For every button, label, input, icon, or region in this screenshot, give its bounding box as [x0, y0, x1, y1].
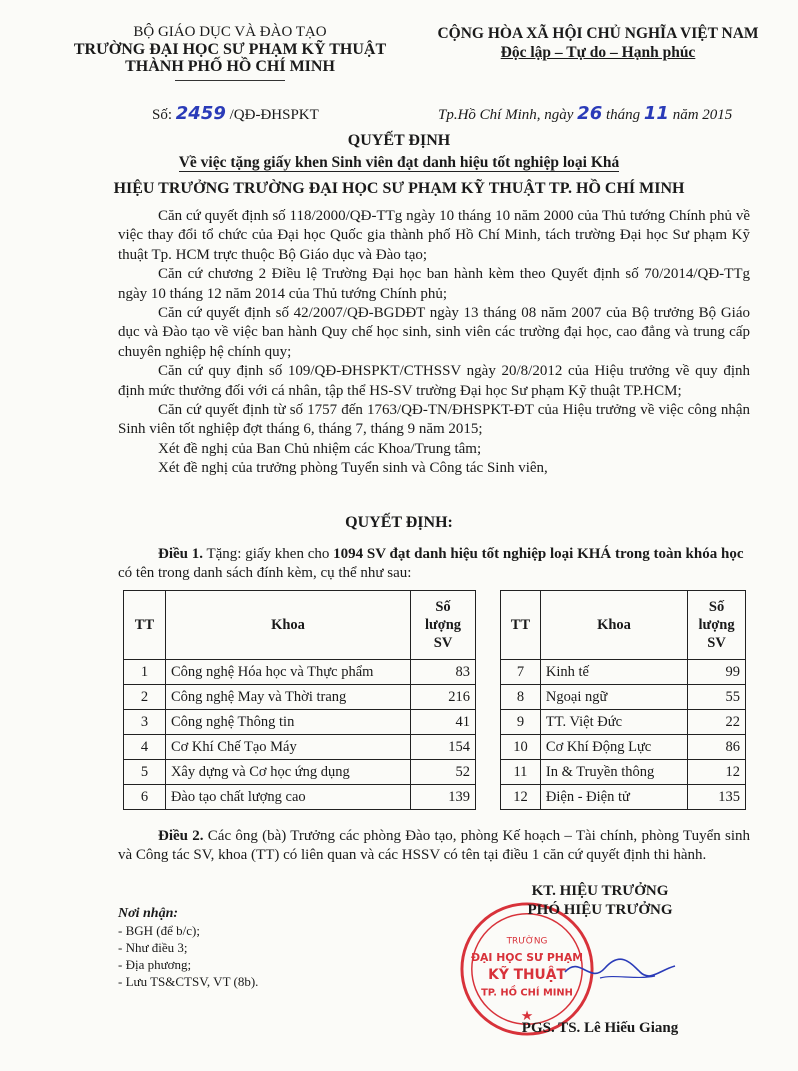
national-header [418, 24, 778, 62]
header-khoa: Khoa [540, 591, 687, 660]
article-1-bold: 1094 SV đạt danh hiệu tốt nghiệp loại KHÁ trong toàn khóa học [333, 546, 744, 562]
issuer-heading: HIỆU TRƯỞNG TRƯỜNG ĐẠI HỌC SƯ PHẠM KỸ THUẬT TP. HỒ CHÍ MINH [113, 180, 685, 197]
recipients-heading: Nơi nhận: [118, 906, 179, 921]
handwritten-signature-icon [560, 950, 680, 990]
article-1-label: Điều 1. [158, 546, 203, 562]
table-row: 7 Kinh tế 99 [501, 660, 746, 685]
issuing-body [60, 24, 400, 75]
article-1 [118, 545, 750, 583]
preamble-item: Xét đề nghị của Ban Chủ nhiệm các Khoa/Trung tâm; [158, 440, 482, 457]
document-number [152, 103, 319, 124]
signature-block [470, 882, 730, 920]
year-label: năm 2015 [672, 107, 733, 123]
document-date [438, 103, 732, 124]
table-row: 8 Ngoại ngữ 55 [501, 685, 746, 710]
decision-heading: QUYẾT ĐỊNH: [345, 514, 453, 531]
article-2 [118, 827, 750, 865]
document-title: QUYẾT ĐỊNH [347, 132, 451, 149]
month-label: tháng [605, 107, 641, 123]
national-motto: Độc lập – Tự do – Hạnh phúc [500, 44, 696, 61]
header-so-luong: Số lượng SV [411, 591, 476, 660]
seal-text: TRƯỜNG [506, 936, 548, 947]
subtitle-text: Về việc tặng giấy khen Sinh viên đạt danh hiệu tốt nghiệp loại Khá [178, 154, 620, 171]
table-row: 6 Đào tạo chất lượng cao 139 [124, 785, 476, 810]
preamble-item: Căn cứ quyết định từ số 1757 đến 1763/QĐ-TN/ĐHSPKT-ĐT của Hiệu trưởng về việc công nhận Sinh viên tốt nghiệp đợt tháng 6, tháng 7, tháng 9 năm 2015; [118, 402, 750, 438]
preamble-item: Căn cứ quyết định số 42/2007/QĐ-BGDĐT ngày 13 tháng 08 năm 2007 của Bộ trưởng Bộ Giáo dục và Đào tạo về việc ban hành Quy chế học sinh, sinh viên các trường đại học, cao đẳng và trung cấp chuyên nghiệp hệ chính quy; [118, 305, 750, 360]
preamble [118, 207, 750, 479]
header-khoa: Khoa [165, 591, 410, 660]
recipient-item: - Lưu TS&CTSV, VT (8b). [118, 974, 259, 989]
signature-line2: PHÓ HIỆU TRƯỞNG [527, 902, 673, 918]
article-1-text-a: Tặng: giấy khen cho [203, 546, 334, 562]
table-header-row [501, 591, 746, 660]
seal-text: TP. HỒ CHÍ MINH [481, 987, 573, 999]
recipients [118, 905, 258, 990]
faculty-table-right [500, 590, 746, 810]
signature-line1: KT. HIỆU TRƯỞNG [531, 883, 669, 899]
table-row: 9 TT. Việt Đức 22 [501, 710, 746, 735]
date-prefix: Tp.Hồ Chí Minh, ngày [438, 107, 574, 123]
recipient-item: - Như điều 3; [118, 940, 188, 955]
handwritten-number: 2459 [175, 103, 226, 124]
table-header-row [124, 591, 476, 660]
table-row: 12 Điện - Điện tử 135 [501, 785, 746, 810]
faculty-table-left [123, 590, 476, 810]
school-name-line2: THÀNH PHỐ HỒ CHÍ MINH [125, 58, 335, 75]
country-name: CỘNG HÒA XÃ HỘI CHỦ NGHĨA VIỆT NAM [437, 25, 759, 42]
preamble-item: Xét đề nghị của trưởng phòng Tuyển sinh và Công tác Sinh viên, [158, 460, 548, 477]
table-row: 10 Cơ Khí Động Lực 86 [501, 735, 746, 760]
document-subtitle [0, 154, 798, 172]
header-so-luong: Số lượng SV [688, 591, 746, 660]
table-row: 11 In & Truyền thông 12 [501, 760, 746, 785]
header-tt: TT [501, 591, 541, 660]
preamble-item: Căn cứ chương 2 Điều lệ Trường Đại học ban hành kèm theo Quyết định số 70/2014/QĐ-TTg ngày 10 tháng 12 năm 2014 của Thủ tướng Chính phủ; [118, 266, 750, 302]
seal-text: ĐẠI HỌC SƯ PHẠM [470, 951, 584, 965]
preamble-item: Căn cứ quyết định số 118/2000/QĐ-TTg ngày 10 tháng 10 năm 2000 của Thủ tướng Chính phủ về việc thay đổi tổ chức của Đại học Quốc gia thành phố Hồ Chí Minh, tách trường Đại học Sư phạm Kỹ thuật Tp. HCM trực thuộc Bộ Giáo dục và Đào tạo; [118, 208, 750, 263]
handwritten-month: 11 [643, 103, 669, 124]
preamble-item: Căn cứ quy định số 109/QĐ-ĐHSPKT/CTHSSV ngày 20/8/2012 của Hiệu trưởng về quy định định mức thưởng đối với cá nhân, tập thể HS-SV trường Đại học Sư phạm Kỹ thuật TP.HCM; [118, 363, 750, 399]
school-name-line1: TRƯỜNG ĐẠI HỌC SƯ PHẠM KỸ THUẬT [73, 41, 387, 58]
table-row: 5 Xây dựng và Cơ học ứng dụng 52 [124, 760, 476, 785]
signer-name: PGS. TS. Lê Hiếu Giang [521, 1020, 679, 1036]
recipient-item: - Địa phương; [118, 957, 192, 972]
seal-text: KỸ THUẬT [488, 966, 566, 983]
handwritten-day: 26 [577, 103, 603, 124]
seal-star-icon: ★ [520, 1008, 534, 1024]
recipient-item: - BGH (để b/c); [118, 923, 200, 938]
number-suffix: /QĐ-ĐHSPKT [229, 107, 319, 123]
table-row: 4 Cơ Khí Chế Tạo Máy 154 [124, 735, 476, 760]
table-row: 1 Công nghệ Hóa học và Thực phẩm 83 [124, 660, 476, 685]
article-1-text-b: có tên trong danh sách đính kèm, cụ thể như sau: [118, 565, 412, 581]
ministry-name: BỘ GIÁO DỤC VÀ ĐÀO TẠO [133, 24, 327, 40]
table-row: 3 Công nghệ Thông tin 41 [124, 710, 476, 735]
number-label: Số: [152, 107, 173, 123]
table-row: 2 Công nghệ May và Thời trang 216 [124, 685, 476, 710]
article-2-label: Điều 2. [158, 828, 204, 844]
header-tt: TT [124, 591, 166, 660]
article-2-text: Các ông (bà) Trưởng các phòng Đào tạo, phòng Kế hoạch – Tài chính, phòng Tuyển sinh và Công tác SV, khoa (TT) có liên quan và các HSSV có tên tại điều 1 căn cứ quyết định thi hành. [118, 828, 750, 863]
header-divider [175, 80, 285, 81]
